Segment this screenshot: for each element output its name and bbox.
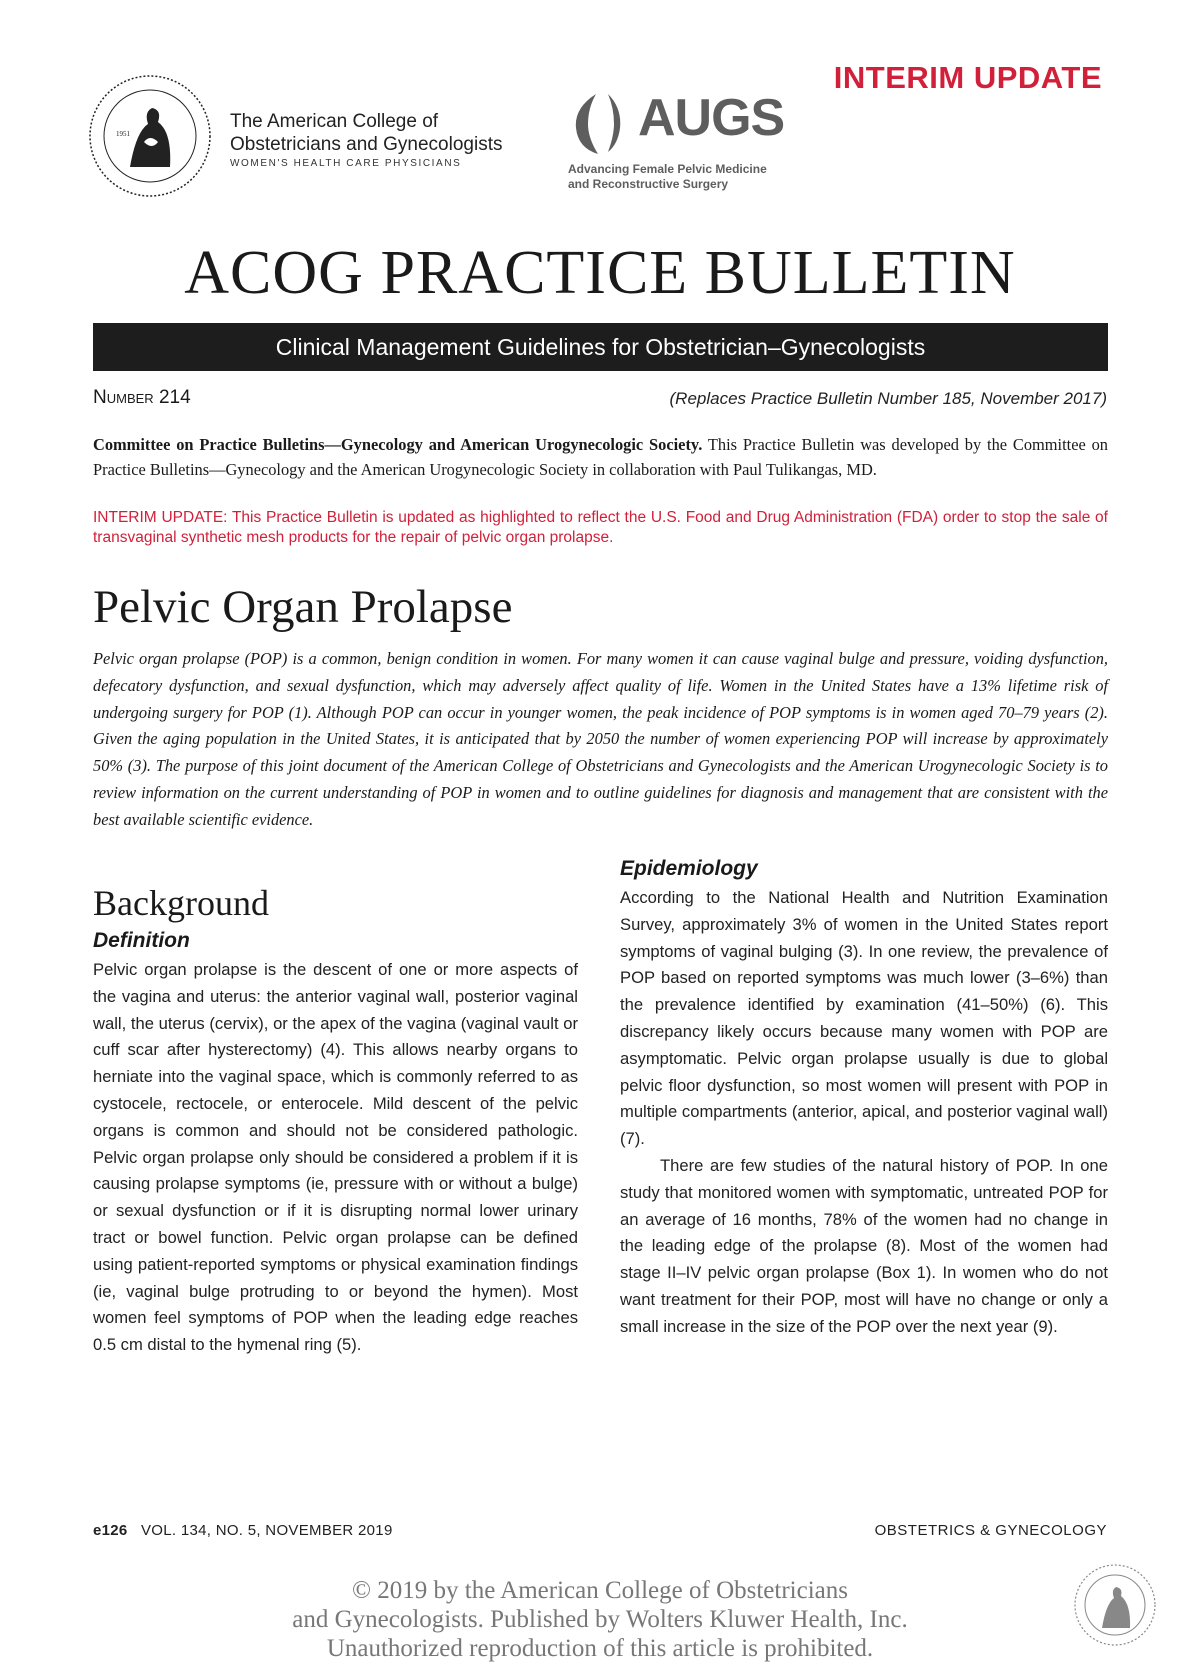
copyright-line-1: © 2019 by the American College of Obstetricians (352, 1577, 848, 1604)
footer-citation (93, 1522, 393, 1539)
augs-tagline (568, 162, 767, 192)
epidemiology-heading: Epidemiology (620, 857, 758, 880)
acog-name-tagline: WOMEN'S HEALTH CARE PHYSICIANS (230, 158, 462, 169)
left-column (93, 883, 578, 1359)
svg-text:1951: 1951 (116, 130, 130, 138)
epidemiology-paragraph-1: According to the National Health and Nutrition Examination Survey, approximately 3% of women in the United States report symptoms of vaginal bulging (3). In one review, the prevalence of POP based on reported symptoms was much lower (3–6%) than the prevalence identified by examination (41–50%) (6). This discrepancy likely occurs because many women with POP are asymptomatic. Pelvic organ prolapse usually is due to global pelvic floor dysfunction, so most women will present with POP in multiple compartments (anterior, apical, and posterior vaginal wall) (7). (620, 888, 1108, 1149)
acog-seal-logo (86, 72, 214, 200)
epidemiology-paragraph-2: There are few studies of the natural history of POP. In one study that monitored women with symptomatic, untreated POP for an average of 16 months, 78% of the women had no change in the leading edge of the prolapse (8). Most of the women had stage II–IV pelvic organ prolapse (Box 1). In women who do not want treatment for their POP, most will have no change or only a small increase in the size of the POP over the next year (9). (620, 1155, 1108, 1336)
augs-tagline-line2: and Reconstructive Surgery (568, 177, 729, 191)
guideline-subtitle-bar: Clinical Management Guidelines for Obstetrician–Gynecologists (93, 323, 1108, 371)
augs-tagline-line1: Advancing Female Pelvic Medicine (568, 162, 767, 176)
augs-wordmark: AUGS (638, 89, 785, 147)
acog-name-line1: The American College of (230, 111, 439, 132)
replaces-note: (Replaces Practice Bulletin Number 185, November 2017) (669, 389, 1107, 408)
interim-update-note: INTERIM UPDATE: This Practice Bulletin is updated as highlighted to reflect the U.S. Food and Drug Administration (FDA) order to stop the sale of transvaginal synthetic mesh products for the repair of pelvic organ prolapse. (93, 509, 1108, 546)
copyright-notice (0, 1576, 1200, 1663)
copyright-line-2: and Gynecologists. Published by Wolters Kluwer Health, Inc. (292, 1606, 908, 1633)
augs-mark-icon (568, 88, 634, 158)
augs-logo (568, 82, 818, 192)
article-abstract: Pelvic organ prolapse (POP) is a common, benign condition in women. For many women it can cause vaginal bulge and pressure, voiding dysfunction, defecatory dysfunction, and sexual dysfunction, which may adversely affect quality of life. Women in the United States have a 13% lifetime risk of undergoing surgery for POP (1). Although POP can occur in younger women, the peak incidence of POP symptoms is in women aged 70–79 years (2). Given the aging population in the United States, it is anticipated that by 2050 the number of women experiencing POP will increase by approximately 50% (3). The purpose of this joint document of the American College of Obstetricians and Gynecologists and the American Urogynecologic Society is to review information on the current understanding of POP in women and to outline guidelines for diagnosis and management that are consistent with the best available scientific evidence. (93, 649, 1108, 829)
definition-paragraph: Pelvic organ prolapse is the descent of one or more aspects of the vagina and uterus: the anterior vaginal wall, posterior vaginal wall, the uterus (cervix), or the apex of the vagina (vaginal vault or cuff scar after hysterectomy) (4). This allows nearby organs to herniate into the vaginal space, which is commonly referred to as cystocele, rectocele, or enterocele. Mild descent of the pelvic organs is common and should not be considered pathologic. Pelvic organ prolapse only should be considered a problem if it is causing prolapse symptoms (ie, pressure with or without a bulge) or sexual dysfunction or if it is disrupting normal lower urinary tract or bowel function. Pelvic organ prolapse can be defined using patient-reported symptoms or physical examination findings (ie, vaginal bulge protruding to or beyond the hymen). Most women feel symptoms of POP when the leading edge reaches 0.5 cm distal to the hymenal ring (5). (93, 960, 578, 1355)
definition-heading: Definition (93, 929, 190, 952)
footer-page-number: e126 (93, 1522, 128, 1539)
article-title: Pelvic Organ Prolapse (93, 581, 513, 633)
background-heading: Background (93, 883, 269, 923)
footer-seal-icon (1070, 1560, 1160, 1650)
copyright-line-3: Unauthorized reproduction of this article is prohibited. (326, 1635, 874, 1662)
committee-note (93, 432, 1108, 482)
acog-name-line2: Obstetricians and Gynecologists (230, 134, 503, 155)
bulletin-number (93, 387, 191, 409)
committee-note-text: This Practice Bulletin was developed by the Committee on Practice Bulletins—Gynecology and the American Urogynecologic Society in collaboration with Paul Tulikangas, MD. (93, 435, 1108, 479)
right-column (620, 857, 1108, 1341)
footer-volume: VOL. 134, NO. 5, NOVEMBER 2019 (140, 1522, 393, 1539)
interim-update-banner: INTERIM UPDATE (833, 60, 1102, 95)
acog-name-block (230, 110, 502, 172)
footer-journal: OBSTETRICS & GYNECOLOGY (874, 1522, 1107, 1539)
bulletin-title: ACOG PRACTICE BULLETIN (184, 239, 1016, 307)
bulletin-number-text: Number 214 (93, 387, 191, 408)
committee-note-bold: Committee on Practice Bulletins—Gynecology and American Urogynecologic Society. (93, 435, 703, 454)
